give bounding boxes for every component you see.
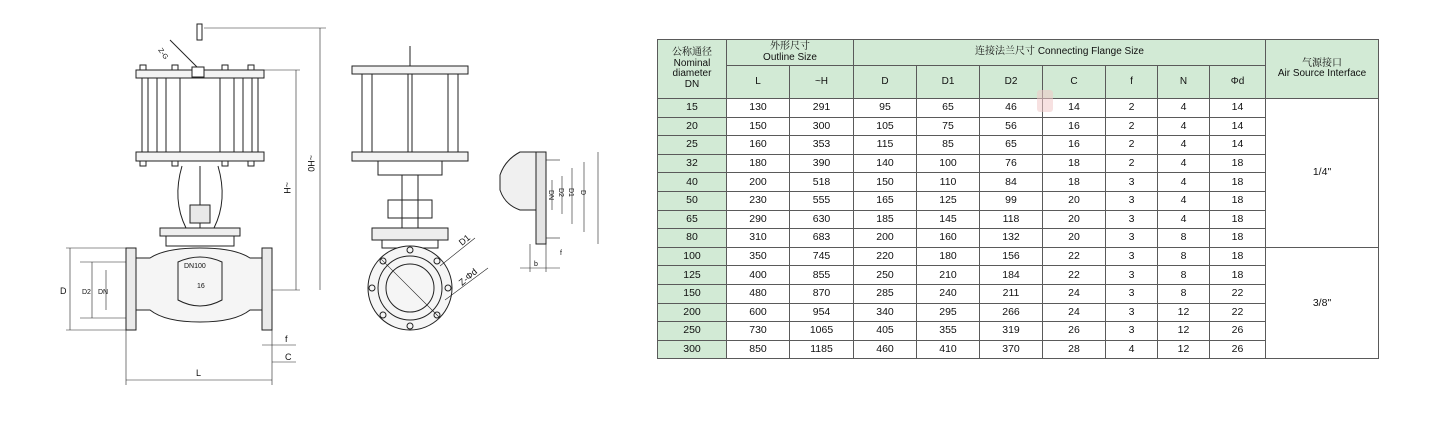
table-cell: 745 [790,247,854,266]
valve-drawings-svg [0,0,650,431]
table-cell: 16 [1043,136,1106,155]
table-cell: 370 [980,340,1043,359]
table-cell: 95 [854,99,917,118]
table-cell: 84 [980,173,1043,192]
table-cell: 76 [980,154,1043,173]
dn-cell: 20 [658,117,727,136]
table-cell: 28 [1043,340,1106,359]
dn-cell: 32 [658,154,727,173]
dn-cell: 25 [658,136,727,155]
table-cell: 518 [790,173,854,192]
dn-cell: 100 [658,247,727,266]
table-cell: 3 [1106,266,1158,285]
table-cell: 405 [854,322,917,341]
table-cell: 4 [1158,99,1210,118]
table-cell: 115 [854,136,917,155]
table-cell: 85 [917,136,980,155]
header-air-en: Air Source Interface [1277,68,1367,79]
table-cell: 4 [1158,117,1210,136]
table-cell: 150 [854,173,917,192]
label-h: ~H [282,182,292,194]
table-cell: 319 [980,322,1043,341]
dn-cell: 125 [658,266,727,285]
table-cell: 855 [790,266,854,285]
header-dn-en1: Nominal [673,57,711,69]
table-cell: 730 [727,322,790,341]
table-cell: 3 [1106,191,1158,210]
table-cell: 22 [1210,284,1266,303]
table-cell: 3 [1106,284,1158,303]
subheader-cell: D [854,66,917,99]
table-cell: 8 [1158,229,1210,248]
header-air-zh: 气源接口 [1302,57,1343,69]
label-dn: DN [98,289,109,296]
table-cell: 400 [727,266,790,285]
table-cell: 355 [917,322,980,341]
subheader-cell: D2 [980,66,1043,99]
label-flange-d: D [579,190,586,196]
air-interface-cell: 3/8" [1266,247,1379,359]
dn-cell: 300 [658,340,727,359]
valve-drawings [0,0,650,431]
table-cell: 8 [1158,284,1210,303]
table-cell: 118 [980,210,1043,229]
label-d1: D1 [456,232,473,248]
header-outline [727,40,854,66]
table-cell: 600 [727,303,790,322]
table-cell: 850 [727,340,790,359]
label-flange-f: f [560,250,562,257]
table-cell: 18 [1210,229,1266,248]
table-cell: 100 [917,154,980,173]
label-flange-d1: D1 [567,188,574,197]
table-cell: 1065 [790,322,854,341]
table-cell: 4 [1158,191,1210,210]
table-cell: 20 [1043,210,1106,229]
table-cell: 211 [980,284,1043,303]
table-cell: 180 [917,247,980,266]
table-cell: 125 [917,191,980,210]
dn-cell: 80 [658,229,727,248]
table-cell: 250 [854,266,917,285]
table-cell: 65 [980,136,1043,155]
table-cell: 18 [1210,266,1266,285]
table-cell: 3 [1106,210,1158,229]
table-cell: 2 [1106,99,1158,118]
table-cell: 14 [1043,99,1106,118]
dn-cell: 50 [658,191,727,210]
table-cell: 4 [1158,173,1210,192]
dn-cell: 40 [658,173,727,192]
table-cell: 26 [1210,340,1266,359]
table-cell: 954 [790,303,854,322]
table-cell: 410 [917,340,980,359]
label-flange-d2: D2 [557,188,564,197]
table-cell: 14 [1210,99,1266,118]
table-cell: 26 [1210,322,1266,341]
flange-section [500,152,598,272]
table-cell: 180 [727,154,790,173]
label-d2: D2 [82,289,91,296]
subheader-cell: C [1043,66,1106,99]
side-view-labels [457,232,479,287]
dn-cell: 150 [658,284,727,303]
table-row [658,247,1379,266]
header-flange [854,40,1266,66]
header-dn [658,40,727,99]
watermark-mark [1037,90,1053,112]
table-cell: 340 [854,303,917,322]
label-dn100: DN100 [184,263,206,270]
label-h0: ~H0 [306,155,316,172]
table-cell: 18 [1043,173,1106,192]
table-cell: 3 [1106,173,1158,192]
header-flange-zh: 连接法兰尺寸 [975,46,1036,58]
table-cell: 105 [854,117,917,136]
table-cell: 683 [790,229,854,248]
table-cell: 24 [1043,284,1106,303]
table-cell: 26 [1043,322,1106,341]
table-cell: 2 [1106,136,1158,155]
label-f: f [285,334,288,344]
table-cell: 210 [917,266,980,285]
air-interface-cell: 1/4" [1266,99,1379,248]
label-pn: 16 [197,283,205,290]
table-cell: 160 [727,136,790,155]
dn-cell: 250 [658,322,727,341]
table-cell: 18 [1210,154,1266,173]
table-cell: 20 [1043,191,1106,210]
table-cell: 555 [790,191,854,210]
table-cell: 1185 [790,340,854,359]
table-cell: 22 [1043,247,1106,266]
table-cell: 300 [790,117,854,136]
subheader-cell: D1 [917,66,980,99]
table-cell: 8 [1158,247,1210,266]
table-cell: 3 [1106,303,1158,322]
table-cell: 18 [1210,191,1266,210]
table-cell: 266 [980,303,1043,322]
table-cell: 12 [1158,322,1210,341]
table-cell: 160 [917,229,980,248]
table-cell: 390 [790,154,854,173]
table-cell: 16 [1043,117,1106,136]
table-cell: 8 [1158,266,1210,285]
table-cell: 230 [727,191,790,210]
table-cell: 185 [854,210,917,229]
dn-cell: 200 [658,303,727,322]
table-cell: 18 [1043,154,1106,173]
table-cell: 165 [854,191,917,210]
table-cell: 75 [917,117,980,136]
table-cell: 12 [1158,340,1210,359]
table-cell: 200 [727,173,790,192]
label-c: C [285,352,292,362]
table-cell: 150 [727,117,790,136]
table-cell: 200 [854,229,917,248]
side-view [352,46,488,330]
header-outline-zh: 外形尺寸 [770,41,810,52]
table-cell: 145 [917,210,980,229]
table-cell: 99 [980,191,1043,210]
front-view-labels [60,47,316,378]
table-cell: 56 [980,117,1043,136]
table-cell: 12 [1158,303,1210,322]
table-cell: 3 [1106,322,1158,341]
table-cell: 65 [917,99,980,118]
table-cell: 285 [854,284,917,303]
subheader-cell: L [727,66,790,99]
table-cell: 14 [1210,136,1266,155]
table-cell: 310 [727,229,790,248]
table-cell: 24 [1043,303,1106,322]
subheader-cell: f [1106,66,1158,99]
table-cell: 2 [1106,154,1158,173]
table-cell: 14 [1210,117,1266,136]
header-dn-en2: diameter [672,68,712,79]
dn-cell: 65 [658,210,727,229]
dn-cell: 15 [658,99,727,118]
table-cell: 4 [1106,340,1158,359]
table-cell: 110 [917,173,980,192]
table-cell: 22 [1210,303,1266,322]
table-cell: 870 [790,284,854,303]
table-cell: 4 [1158,210,1210,229]
table-cell: 18 [1210,210,1266,229]
table-cell: 18 [1210,247,1266,266]
header-dn-en3: DN [684,78,700,90]
table-cell: 350 [727,247,790,266]
label-flange-dn: DN [547,190,554,201]
table-cell: 140 [854,154,917,173]
header-flange-en: Connecting Flange Size [1037,46,1144,58]
table-cell: 156 [980,247,1043,266]
label-l: L [196,368,202,378]
table-cell: 22 [1043,266,1106,285]
table-cell: 353 [790,136,854,155]
table-cell: 20 [1043,229,1106,248]
table-cell: 46 [980,99,1043,118]
header-outline-en: Outline Size [763,51,817,63]
front-view [66,24,326,385]
subheader-cell: N [1158,66,1210,99]
table-cell: 18 [1210,173,1266,192]
table-cell: 4 [1158,136,1210,155]
table-cell: 295 [917,303,980,322]
table-cell: 290 [727,210,790,229]
label-z-g: Z-G [156,47,170,62]
table-cell: 3 [1106,247,1158,266]
table-body [658,99,1379,359]
table-cell: 240 [917,284,980,303]
subheader-cell: ~H [790,66,854,99]
table-cell: 132 [980,229,1043,248]
table-cell: 291 [790,99,854,118]
header-dn-zh: 公称通径 [672,47,712,58]
table-cell: 184 [980,266,1043,285]
table-cell: 130 [727,99,790,118]
table-row [658,99,1379,118]
table-cell: 220 [854,247,917,266]
table-cell: 2 [1106,117,1158,136]
label-flange-b: b [534,261,538,268]
table-cell: 630 [790,210,854,229]
table-cell: 4 [1158,154,1210,173]
table-cell: 480 [727,284,790,303]
subheader-cell: Φd [1210,66,1266,99]
label-d: D [60,286,67,296]
table-cell: 3 [1106,229,1158,248]
spec-table [657,39,1379,359]
header-air [1266,40,1379,99]
label-z-phi-d: Z-Φd [456,266,480,288]
table-cell: 460 [854,340,917,359]
